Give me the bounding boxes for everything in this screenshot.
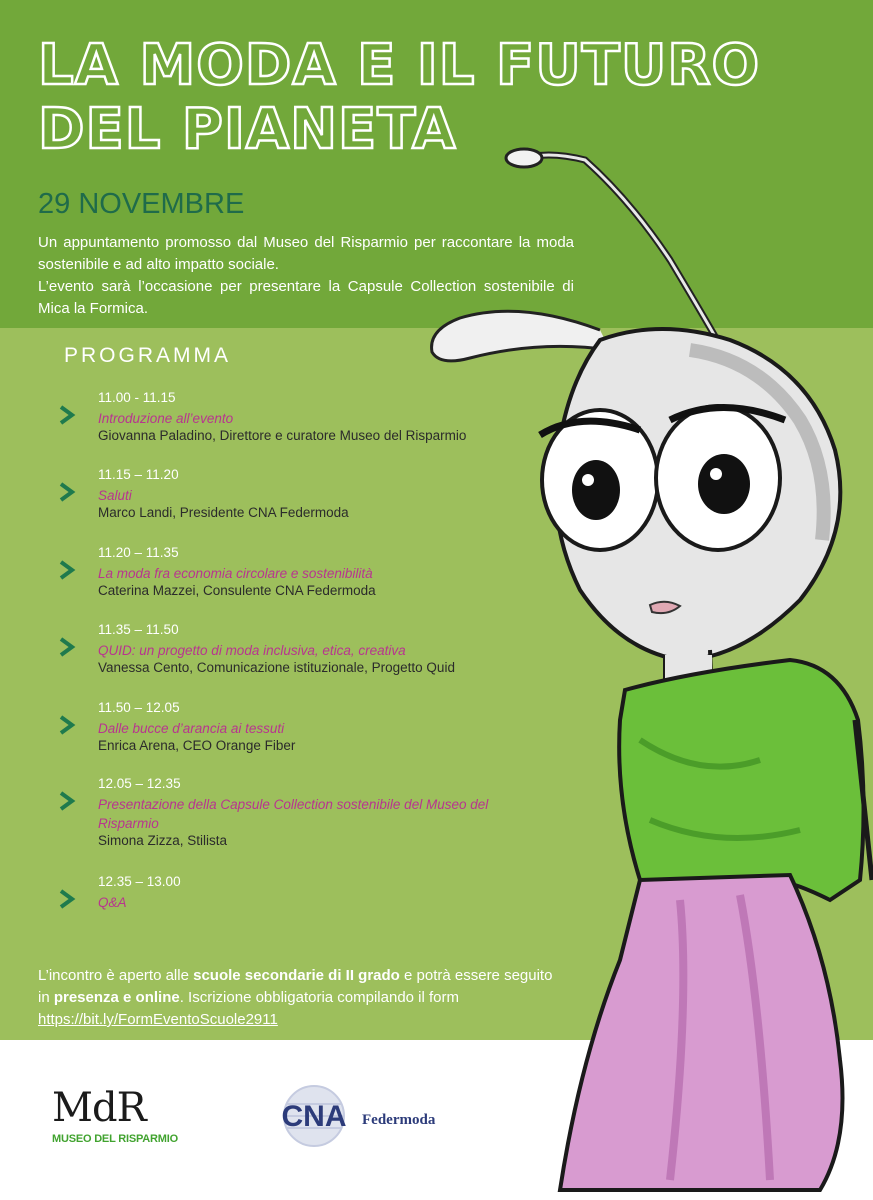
chevron-right-icon xyxy=(58,405,76,425)
chevron-right-icon xyxy=(58,715,76,735)
event-date: 29 NOVEMBRE xyxy=(38,188,245,220)
registration-link[interactable]: https://bit.ly/FormEventoScuole2911 xyxy=(38,1011,278,1028)
programme-time: 11.20 – 11.35 xyxy=(98,545,179,560)
programme-talk-title: Introduzione all’evento xyxy=(98,411,234,426)
cna-federmoda-logo xyxy=(270,1084,470,1144)
programme-speaker: Enrica Arena, CEO Orange Fiber xyxy=(98,738,296,753)
cna-logo-subtitle: Federmoda xyxy=(362,1112,436,1128)
programme-time: 11.50 – 12.05 xyxy=(98,700,180,715)
programme-time: 12.35 – 13.00 xyxy=(98,874,181,889)
mdr-logo-name: MUSEO DEL RISPARMIO xyxy=(52,1133,178,1145)
programme-time: 11.00 - 11.15 xyxy=(98,390,176,405)
cna-globe-icon xyxy=(270,1084,358,1148)
chevron-right-icon xyxy=(58,791,76,811)
note-audience: scuole secondarie di II grado xyxy=(193,967,400,984)
intro-paragraph: Un appuntamento promosso dal Museo del Risparmio per raccontare la moda sostenibile e ad alto impatto sociale. xyxy=(38,234,574,273)
note-text: L’incontro è aperto alle xyxy=(38,967,194,984)
note-text: . Iscrizione obbligatoria compilando il form xyxy=(179,989,460,1006)
programme-heading: PROGRAMMA xyxy=(64,344,232,367)
chevron-right-icon xyxy=(58,482,76,502)
programme-talk-title: QUID: un progetto di moda inclusiva, etica, creativa xyxy=(98,643,406,658)
programme-speaker: Caterina Mazzei, Consulente CNA Federmoda xyxy=(98,583,376,598)
programme-talk-title: Presentazione della Capsule Collection sostenibile del Museo del Risparmio xyxy=(98,797,489,831)
event-title-line2: DEL PIANETA xyxy=(38,97,457,162)
event-title-line1: LA MODA E IL FUTURO xyxy=(38,33,761,98)
chevron-right-icon xyxy=(58,560,76,580)
mdr-logo-mark: MdR xyxy=(52,1085,146,1131)
programme-speaker: Vanessa Cento, Comunicazione istituzionale, Progetto Quid xyxy=(98,660,455,675)
programme-speaker: Marco Landi, Presidente CNA Federmoda xyxy=(98,505,349,520)
programme-time: 12.05 – 12.35 xyxy=(98,776,181,791)
intro-paragraph: L’evento sarà l’occasione per presentare la Capsule Collection sostenibile di Mica la Formica. xyxy=(38,278,574,317)
programme-talk-title: Dalle bucce d’arancia ai tessuti xyxy=(98,721,285,736)
chevron-right-icon xyxy=(58,637,76,657)
programme-speaker: Giovanna Paladino, Direttore e curatore Museo del Risparmio xyxy=(98,428,467,443)
programme-talk-title: Q&A xyxy=(98,895,127,910)
note-mode: presenza e online xyxy=(53,989,180,1006)
programme-time: 11.35 – 11.50 xyxy=(98,622,179,637)
chevron-right-icon xyxy=(58,889,76,909)
programme-time: 11.15 – 11.20 xyxy=(98,467,179,482)
event-intro xyxy=(38,232,574,320)
event-title xyxy=(38,34,760,162)
note-text: e potrà essere seguito in xyxy=(38,967,553,1006)
programme-talk-title: La moda fra economia circolare e sostenibilità xyxy=(98,566,373,581)
programme-talk-title: Saluti xyxy=(98,488,132,503)
mdr-logo xyxy=(52,1085,202,1145)
cna-logo-mark: CNA xyxy=(281,1100,347,1133)
programme-speaker: Simona Zizza, Stilista xyxy=(98,833,228,848)
registration-note xyxy=(38,965,558,1031)
